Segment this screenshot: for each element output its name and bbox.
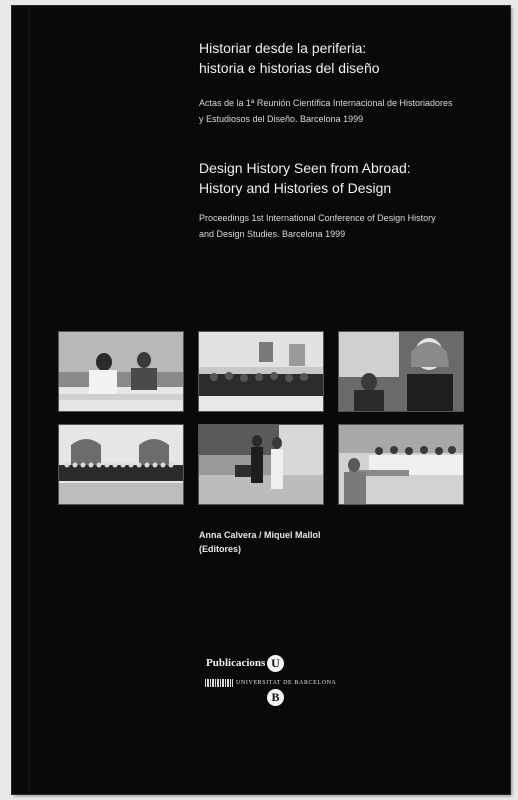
english-subtitle-block	[199, 210, 436, 242]
photo-group-courtyard	[58, 424, 184, 505]
photo-people-standing	[198, 424, 324, 505]
spanish-title-line2: historia e historias del diseño	[199, 60, 380, 76]
photo-smiling-woman	[338, 331, 464, 412]
editors-names: Anna Calvera / Miquel Mallol	[199, 530, 321, 540]
editors-block	[199, 528, 321, 556]
english-title-line2: History and Histories of Design	[199, 180, 392, 196]
english-title-block	[199, 158, 411, 198]
university-name: UNIVERSITAT DE BARCELONA	[236, 680, 337, 686]
university-logo-top	[267, 655, 284, 672]
logo-letter-top: U	[271, 656, 280, 670]
logo-letter-bottom: B	[271, 690, 280, 704]
english-subtitle-line1: Proceedings 1st International Conference of Design History	[199, 213, 436, 223]
spanish-subtitle-line1: Actas de la 1ª Reunión Científica Internacional de Historiadores	[199, 98, 453, 108]
publisher-mark	[205, 679, 233, 687]
university-logo-bottom	[267, 689, 284, 706]
photo-seated-room	[338, 424, 464, 505]
publisher-label: Publicacions	[206, 657, 266, 669]
english-subtitle-line2: and Design Studies. Barcelona 1999	[199, 229, 346, 239]
spanish-subtitle-line2: y Estudiosos del Diseño. Barcelona 1999	[199, 114, 364, 124]
spanish-title-line1: Historiar desde la periferia:	[199, 40, 367, 56]
spanish-subtitle-block	[199, 95, 452, 127]
spanish-title-block	[199, 38, 380, 78]
editors-role: (Editores)	[199, 544, 242, 554]
spine-crease	[29, 6, 31, 794]
photo-speakers-table	[58, 331, 184, 412]
photo-hall-audience	[198, 331, 324, 412]
english-title-line1: Design History Seen from Abroad:	[199, 160, 411, 176]
